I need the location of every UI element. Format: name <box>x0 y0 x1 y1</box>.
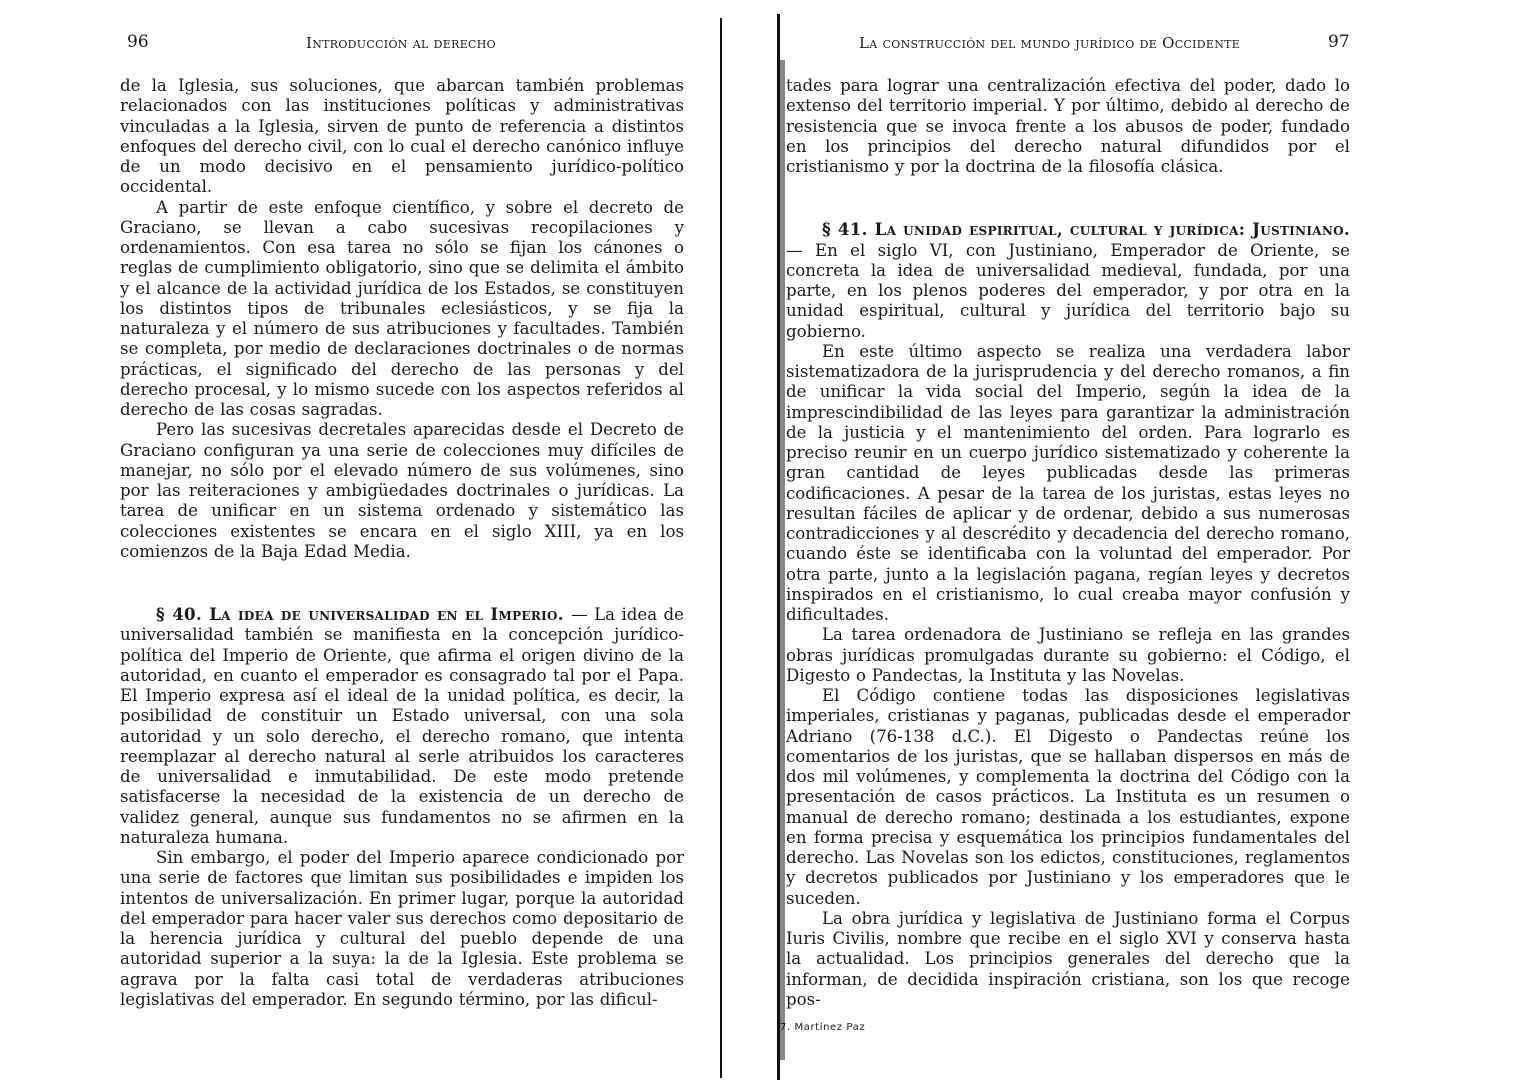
page-footer: 7. Martínez Paz <box>780 1022 866 1033</box>
right-page-body <box>786 76 1350 1010</box>
page-number: 96 <box>127 32 149 52</box>
paragraph: La tarea ordenadora de Justiniano se refleja en las grandes obras jurídicas promulgadas durante su gobierno: el Código, el Digesto o Pandectas, la Instituta y las Novelas. <box>786 625 1350 685</box>
book-gutter <box>720 0 763 1080</box>
paragraph: El Código contiene todas las disposiciones legislativas imperiales, cristianas y paganas, publicadas desde el emperador Adriano (76-138 d.C.). El Digesto o Pandectas reúne los comentarios de los juristas, que se hallaban dispersos en más de dos mil volúmenes, y complementa la doctrina del Código con la presentación de casos prácticos. La Instituta es un resumen o manual de derecho romano; destinada a los estudiantes, expone en forma precisa y esquemática los principios fundamentales del derecho. Las Novelas son los edictos, constituciones, reglamentos y decretos publicados por Justiniano y los emperadores que le suceden. <box>786 686 1350 908</box>
section-paragraph-40: § 40. La idea de universalidad en el Imperio. — La idea de universalidad también se manifiesta en la concepción jurídico-política del Imperio de Oriente, que afirma el origen divino de la autoridad, en cuanto el emperador es consagrado tal por el Papa. El Imperio expresa así el ideal de la unidad política, es decir, la posibilidad de constituir un Estado universal, con una sola autoridad y un solo derecho, el derecho romano, que intenta reemplazar al derecho natural al serle atribuidos los caracteres de universalidad e inmutabilidad. De este modo pretende satisfacerse la necesidad de la existencia de un derecho de validez general, aunque sus fundamentos no se afirmen en la naturaleza humana. <box>120 604 684 847</box>
paragraph: Sin embargo, el poder del Imperio aparece condicionado por una serie de factores que limitan sus posibilidades e impiden los intentos de universalización. En primer lugar, porque la autoridad del emperador para hacer valer sus derechos como depositario de la herencia jurídica y cultural del pueblo depende de una autoridad superior a la suya: la de la Iglesia. Este problema se agrava por la falta casi total de verdaderas atribuciones legislativas del emperador. En segundo término, por las dificul- <box>120 848 684 1009</box>
running-head: Introducción al derecho <box>306 34 496 52</box>
section-paragraph-41: § 41. La unidad espiritual, cultural y jurídica: Justiniano. — En el siglo VI, con Justiniano, Emperador de Oriente, se concreta la idea de universalidad medieval, fundada, por una parte, en los plenos poderes del emperador, y por otra en la unidad espiritual, cultural y jurídica del territorio bajo su gobierno. <box>786 219 1350 341</box>
paragraph: En este último aspecto se realiza una verdadera labor sistematizadora de la jurisprudencia y del derecho romanos, a fin de unificar la vida social del Imperio, según la idea de la imprescindibilidad de las leyes para garantizar la administración de la justicia y el mantenimiento del orden. Para lograrlo es preciso reunir en un cuerpo jurídico sistematizado y coherente la gran cantidad de leyes publicadas desde las primeras codificaciones. A pesar de la tarea de los juristas, estas leyes no resultan fáciles de aplicar y de ordenar, debido a sus numerosas contradicciones y al descrédito y decadencia del derecho romano, cuando éste se identificaba con la voluntad del emperador. Por otra parte, junto a la legislación pagana, regían leyes y decretos inspirados en el cristianismo, lo cual creaba mayor confusión y dificultades. <box>786 341 1350 624</box>
paragraph: Pero las sucesivas decretales aparecidas desde el Decreto de Graciano configuran ya una serie de colecciones muy difíciles de manejar, no sólo por el elevado número de sus volúmenes, sino por las reiteraciones y ambigüedades doctrinales o jurídicas. La tarea de unificar en un sistema ordenado y sistemático las colecciones existentes se encara en el siglo XIII, ya en los comienzos de la Baja Edad Media. <box>120 420 684 561</box>
page-number: 97 <box>1328 32 1350 52</box>
left-page <box>0 0 720 1080</box>
paragraph: La obra jurídica y legislativa de Justiniano forma el Corpus Iuris Civilis, nombre que recibe en el siglo XVI y conserva hasta la actualidad. Los principios generales del derecho que la informan, de decidida inspiración cristiana, son los que recoge pos- <box>786 908 1350 1009</box>
left-page-body <box>120 76 684 1010</box>
right-page <box>763 0 1526 1080</box>
paragraph: de la Iglesia, sus soluciones, que abarcan también problemas relacionados con las instituciones políticas y administrativas vinculadas a la Iglesia, sirven de punto de referencia a distintos enfoques del derecho civil, con lo cual el derecho canónico influye de un modo decisivo en el pensamiento jurídico-político occidental. <box>120 76 684 197</box>
paragraph: tades para lograr una centralización efectiva del poder, dado lo extenso del territorio imperial. Y por último, debido al derecho de resistencia que se invoca frente a los abusos de poder, fundado en los principios del derecho natural difundidos por el cristianismo y por la doctrina de la filosofía clásica. <box>786 76 1350 176</box>
paragraph: A partir de este enfoque científico, y sobre el decreto de Graciano, se llevan a cabo sucesivas recopilaciones y ordenamientos. Con esa tarea no sólo se fijan los cánones o reglas de cumplimiento obligatorio, sino que se delimita el ámbito y el alcance de la actividad jurídica de los Estados, se constituyen los distintos tipos de tribunales eclesiásticos, y se fija la naturaleza y el número de sus atribuciones y facultades. También se completa, por medio de declaraciones doctrinales o de normas prácticas, el significado del derecho de las personas y del derecho procesal, y lo mismo sucede con los aspectos referidos al derecho de las cosas sagradas. <box>120 197 684 419</box>
running-head: La construcción del mundo jurídico de Occidente <box>859 34 1241 52</box>
